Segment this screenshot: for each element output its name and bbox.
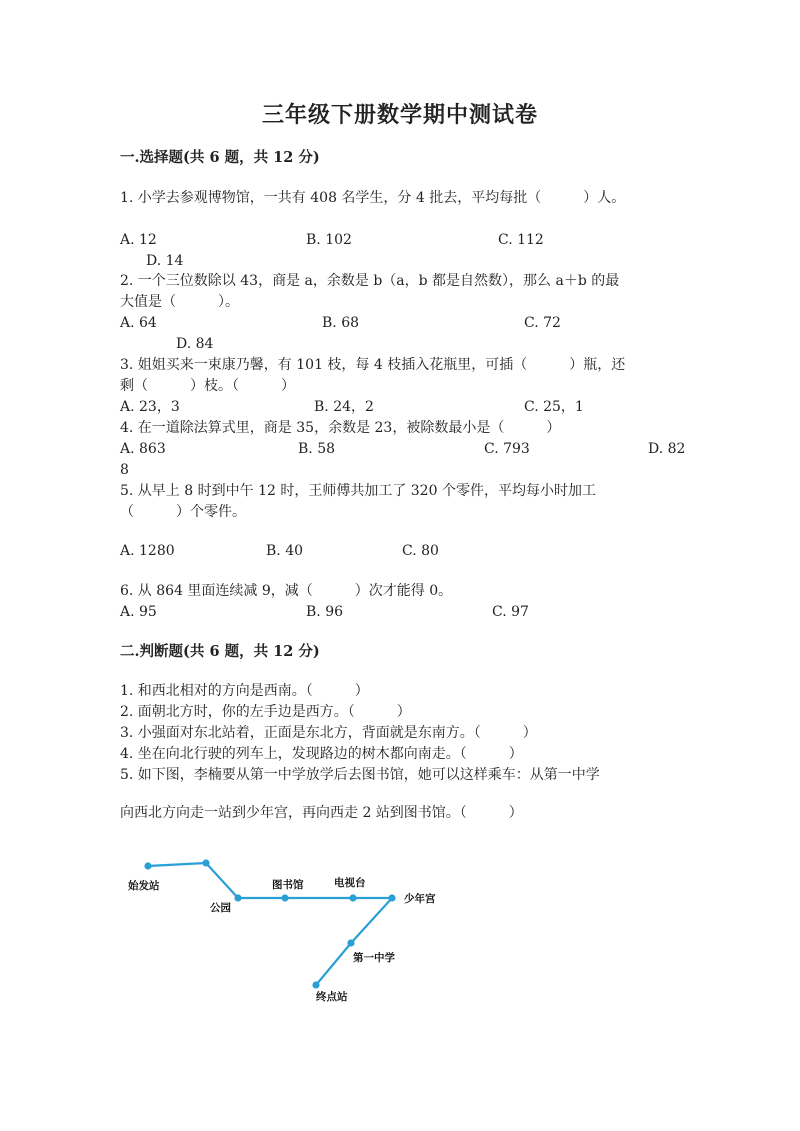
stop-dot-park xyxy=(234,894,241,901)
q2-option-d: D. 84 xyxy=(176,336,214,352)
question-1-stem: 1. 小学去参观博物馆，一共有 408 名学生，分 4 批去，平均每批（ ）人。 xyxy=(120,190,626,206)
question-2-stem-line1: 2. 一个三位数除以 43，商是 a，余数是 b（a，b 都是自然数），那么 a＋b 的最 xyxy=(120,273,620,289)
stop-label-youth-palace: 少年宫 xyxy=(404,893,436,905)
q6-option-b: B. 96 xyxy=(306,604,344,620)
question-3-stem-line2: 剩（ ）枝。（ ） xyxy=(120,378,295,394)
question-5-stem-line1: 5. 从早上 8 时到中午 12 时，王师傅共加工了 320 个零件，平均每小时加工 xyxy=(120,483,596,499)
q2-option-c: C. 72 xyxy=(524,315,561,331)
stop-label-terminal: 终点站 xyxy=(316,991,348,1003)
q4-option-b: B. 58 xyxy=(298,441,336,457)
judgement-item-3: 3. 小强面对东北站着，正面是东北方，背面就是东南方。（ ） xyxy=(120,725,537,741)
stop-dot-terminal xyxy=(312,981,319,988)
question-4-stem: 4. 在一道除法算式里，商是 35，余数是 23，被除数最小是（ ） xyxy=(120,420,561,436)
q1-option-c: C. 112 xyxy=(498,232,544,248)
question-6-stem: 6. 从 864 里面连续减 9，减（ ）次才能得 0。 xyxy=(120,583,453,599)
stop-dot-first-middle-school xyxy=(347,939,354,946)
stop-dot-start xyxy=(144,862,151,869)
question-2-stem-line2: 大值是（ ）。 xyxy=(120,294,239,310)
question-5-stem-line2: （ ）个零件。 xyxy=(120,504,246,520)
q4-option-a: A. 863 xyxy=(120,441,166,457)
q4-option-d: D. 82 xyxy=(648,441,686,457)
q5-option-a: A. 1280 xyxy=(120,543,175,559)
stop-label-first-middle-school: 第一中学 xyxy=(353,952,395,964)
question-3-stem-line1: 3. 姐姐买来一束康乃馨，有 101 枝，每 4 枝插入花瓶里，可插（ ）瓶，还 xyxy=(120,357,626,373)
judgement-item-5-line2: 向西北方向走一站到少年宫，再向西走 2 站到图书馆。（ ） xyxy=(120,805,523,821)
stop-label-park: 公园 xyxy=(210,902,231,914)
judgement-item-1: 1. 和西北相对的方向是西南。（ ） xyxy=(120,683,369,699)
q5-option-b: B. 40 xyxy=(266,543,304,559)
q2-option-b: B. 68 xyxy=(322,315,360,331)
q4-option-c: C. 793 xyxy=(484,441,530,457)
q3-option-c: C. 25，1 xyxy=(524,399,584,415)
stop-dot-tv-station xyxy=(349,894,356,901)
q5-option-c: C. 80 xyxy=(402,543,439,559)
judgement-item-2: 2. 面朝北方时，你的左手边是西方。（ ） xyxy=(120,704,411,720)
q1-option-b: B. 102 xyxy=(306,232,352,248)
stop-label-tv-station: 电视台 xyxy=(334,877,366,889)
q6-option-c: C. 97 xyxy=(492,604,529,620)
page-title: 三年级下册数学期中测试卷 xyxy=(261,102,538,128)
stop-dot-library xyxy=(281,894,288,901)
judgement-item-4: 4. 坐在向北行驶的列车上，发现路边的树木都向南走。（ ） xyxy=(120,746,523,762)
section-heading-choice: 一.选择题(共 6 题，共 12 分) xyxy=(120,149,320,166)
q6-option-a: A. 95 xyxy=(120,604,157,620)
stop-dot-youth-palace xyxy=(388,894,395,901)
q2-option-a: A. 64 xyxy=(120,315,157,331)
q1-option-a: A. 12 xyxy=(120,232,157,248)
q3-option-a: A. 23，3 xyxy=(120,399,180,415)
q1-option-d: D. 14 xyxy=(146,253,184,269)
bus-route-map xyxy=(120,850,460,1010)
stop-label-library: 图书馆 xyxy=(272,879,304,891)
q4-option-d-wrap: 8 xyxy=(120,462,129,478)
q3-option-b: B. 24，2 xyxy=(314,399,374,415)
section-heading-judgement: 二.判断题(共 6 题，共 12 分) xyxy=(120,643,320,660)
judgement-item-5-line1: 5. 如下图，李楠要从第一中学放学后去图书馆，她可以这样乘车：从第一中学 xyxy=(120,767,600,783)
stop-label-start: 始发站 xyxy=(128,880,160,892)
stop-dot-bend xyxy=(202,859,209,866)
